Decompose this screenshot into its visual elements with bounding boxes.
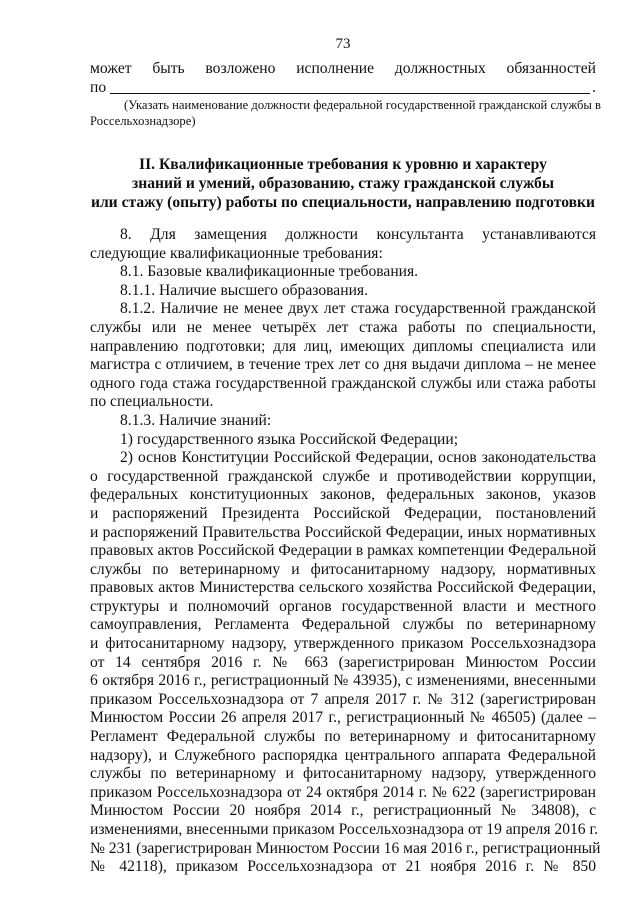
body-line: 1) государственного языка Российской Федерации; <box>120 430 459 448</box>
body-line: Минюстом России 20 ноября 2014 г., регистрационный № 34808), с <box>90 802 596 820</box>
fill-prefix: по <box>90 78 107 96</box>
body-line: правовых актов Российской Федерации в рамках компетенции Федеральной <box>90 542 597 560</box>
body-line: 8.1.3. Наличие знаний: <box>120 411 272 429</box>
body-line: приказом Россельхознадзора от 24 октября 2014 г. № 622 (зарегистрирован <box>90 783 596 801</box>
body-line: одного года стажа государственной гражданской службы или стажа работы <box>90 374 596 392</box>
body-line: направлению подготовки; для лиц, имеющих дипломы специалиста или <box>90 337 596 355</box>
body-line: и распоряжений Правительства Российской Федерации, иных нормативных <box>90 523 596 541</box>
heading-line: знаний и умений, образованию, стажу гражданской службы <box>131 175 555 192</box>
body-line: изменениями, внесенными приказом Россельхознадзора от 19 апреля 2016 г. <box>90 821 599 838</box>
body-text <box>90 226 601 877</box>
body-line: 8. Для замещения должности консультанта устанавливаются <box>120 226 596 243</box>
body-line: службы или не менее четырёх лет стажа работы по специальности, <box>90 318 596 336</box>
body-line: № 42118), приказом Россельхознадзора от 21 ноября 2016 г. № 850 <box>90 858 596 876</box>
position-fill-row <box>90 79 596 98</box>
body-line: надзору), и Служебного распорядка центрального аппарата Федеральной <box>90 746 596 764</box>
body-line: № 231 (зарегистрирован Минюстом России 16 мая 2016 г., регистрационный <box>90 839 601 857</box>
body-line: и фитосанитарному надзору, утвержденного приказом Россельхознадзора <box>90 635 596 653</box>
body-line: Регламент Федеральной службы по ветеринарному и фитосанитарному <box>90 728 596 746</box>
body-line: структуры и полномочий органов государственной власти и местного <box>90 597 596 615</box>
body-line: по специальности. <box>90 393 214 411</box>
body-line: Минюстом России 26 апреля 2017 г., регистрационный № 46505) (далее – <box>90 709 596 727</box>
body-line: следующие квалификационные требования: <box>90 244 383 262</box>
heading-line: II. Квалификационные требования к уровню и характеру <box>139 156 547 173</box>
body-line: службы по ветеринарному и фитосанитарному надзору, утвержденного <box>90 765 596 783</box>
body-line: о государственной гражданской службе и противодействии коррупции, <box>90 467 596 485</box>
body-line: 8.1. Базовые квалификационные требования. <box>120 263 419 281</box>
body-line: 2) основ Конституции Российской Федерации, основ законодательства <box>120 449 596 467</box>
note-line: (Указать наименование должности федеральной государственной гражданской службы в <box>124 98 601 112</box>
fill-suffix: . <box>592 78 596 96</box>
heading-line: или стажу (опыту) работы по специальности, направлению подготовки <box>90 194 596 211</box>
note-line: Россельхознадзоре) <box>90 113 196 128</box>
intro-line: может быть возложено исполнение должностных обязанностей <box>90 60 596 77</box>
instruction-note <box>90 98 601 129</box>
intro-paragraph <box>90 60 596 97</box>
body-line: правовых актов Министерства сельского хозяйства Российской Федерации, <box>90 579 596 597</box>
body-line: и распоряжений Президента Российской Федерации, постановлений <box>90 504 596 522</box>
body-line: самоуправления, Регламента Федеральной службы по ветеринарному <box>90 616 596 634</box>
body-line: 8.1.1. Наличие высшего образования. <box>120 281 368 299</box>
body-line: 8.1.2. Наличие не менее двух лет стажа государственной гражданской <box>120 300 596 318</box>
fill-in-underline <box>110 79 590 94</box>
body-line: службы по ветеринарному и фитосанитарному надзору, нормативных <box>90 560 596 578</box>
body-line: приказом Россельхознадзора от 7 апреля 2017 г. № 312 (зарегистрирован <box>90 690 596 708</box>
body-line: федеральных конституционных законов, федеральных законов, указов <box>90 486 596 504</box>
body-line: от 14 сентября 2016 г. № 663 (зарегистрирован Минюстом России <box>90 653 596 671</box>
page-number: 73 <box>335 36 351 52</box>
section-heading <box>90 155 596 212</box>
body-line: магистра с отличием, в течение трех лет со дня выдачи диплома – не менее <box>90 356 596 374</box>
body-line: 6 октября 2016 г., регистрационный № 43935), с изменениями, внесенными <box>90 672 596 690</box>
